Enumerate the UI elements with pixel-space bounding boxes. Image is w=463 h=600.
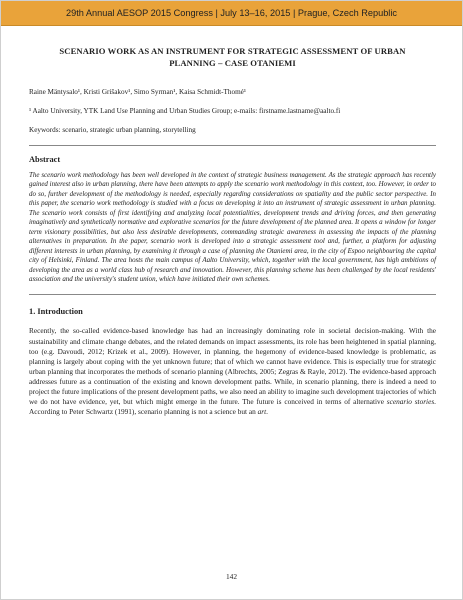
- introduction-text: [29, 326, 436, 417]
- paper-title: SCENARIO WORK AS AN INSTRUMENT FOR STRATEGIC ASSESSMENT OF URBAN PLANNING – CASE OTANIEMI: [59, 46, 406, 68]
- introduction-heading: 1. Introduction: [29, 307, 83, 317]
- introduction-text-part-2: . According to Peter Schwartz (1991), scenario planning is not a science but an: [29, 397, 436, 417]
- author-affiliation: ¹ Aalto University, YTK Land Use Planning and Urban Studies Group; e-mails: firstname.lastname@aalto.fi: [29, 107, 341, 115]
- abstract-bottom-rule: [29, 294, 436, 295]
- paper-authors: Raine Mäntysalo¹, Kristi Grišakov¹, Simo Syrman¹, Kaisa Schmidt-Thomé¹: [29, 88, 247, 96]
- abstract-text: The scenario work methodology has been well developed in the context of strategic business management. As the strategic approach has recently gained interest also in urban planning, there have been attempts to apply the scenario work methodology in this context, too. However, in order to do so, further development of the methodology is needed, especially regarding considerations on spatiality and the public sector perspective. In this paper, the scenario work methodology is studied with a focus on developing it into an instrument of strategic assessment in urban planning. The scenario work consists of first identifying and analyzing local potentialities, development trends and driving forces, and then generating imaginatively and synthetically normative and explorative scenarios for the future development of the planned area. It opens a window for longer term visionary possibilities, but also less desirable developments, commanding strategic awareness in assessing the impacts of the planning alternatives in preparation. In the paper, scenario work is developed into a strategic assessment tool and, further, a platform for adjusting different interests in urban planning, by examining it through a case of planning the Otaniemi area, in the city of Espoo neighbouring the capital city of Helsinki, Finland. The area hosts the main campus of Aalto University, which, together with the local government, has high ambitions of developing the area as a world class hub of research and innovation. However, this planning scheme has been challenged by the local residents' association and the university's student union, which have initiated their own schemes.: [29, 171, 436, 283]
- conference-header: [1, 1, 462, 26]
- introduction-text-part-3: .: [266, 407, 268, 417]
- abstract-heading: Abstract: [29, 155, 61, 164]
- conference-header-text: 29th Annual AESOP 2015 Congress | July 13–16, 2015 | Prague, Czech Republic: [66, 8, 397, 18]
- introduction-emphasis-scenario-stories: scenario stories: [386, 397, 435, 407]
- introduction-text-part-1: Recently, the so-called evidence-based knowledge has had an increasingly dominating role in societal decision-making. With the sustainability and climate change debates, and the related demands on impact assessments, its role has been heightened in spatial planning, too (e.g. Davoudi, 2012; Krizek et al., 2009). However, in planning, the hegemony of evidence-based knowledge is problematic, as planning is largely about coping with the yet unknown future; that of which we cannot have evidence. This is especially true for strategic urban planning that incorporates the methods of scenario planning (Albrechts, 2005; Zegras & Rayle, 2012). The evidence-based approach addresses future as a continuation of the existing and known development paths. While, in scenario planning, there is indeed a need to project the future implications of the present development paths, we also need an ability to imagine such development trajectories of which we do not have evidence, yet, but which might emerge in the future. The future is conceived in terms of alternative: [29, 326, 436, 407]
- page-number: 142: [225, 572, 238, 581]
- abstract-top-rule: [29, 145, 436, 146]
- introduction-emphasis-art: art: [257, 407, 267, 417]
- paper-content: [29, 45, 436, 417]
- paper-keywords: Keywords: scenario, strategic urban planning, storytelling: [29, 126, 196, 134]
